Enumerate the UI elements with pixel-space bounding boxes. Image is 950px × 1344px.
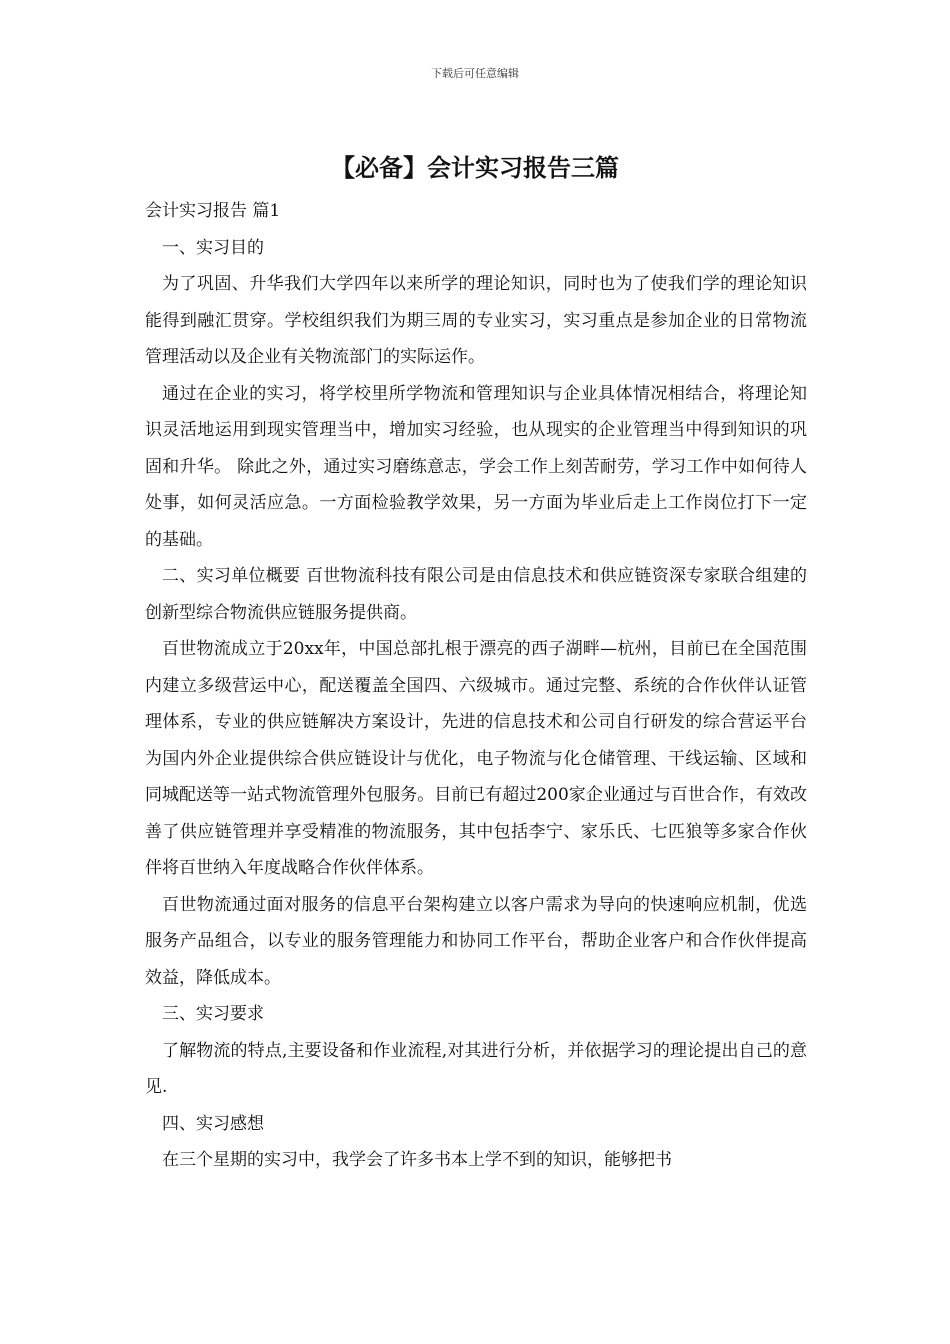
document-title: 【必备】会计实习报告三篇 — [331, 153, 619, 182]
section-heading-requirements: 三、实习要求 — [162, 1004, 264, 1024]
section-heading-company: 二、实习单位概要 百世物流科技有限公司是由信息技术和供应链资深专家联合组建的创新型综合物流供应链服务提供商。 — [145, 566, 807, 623]
section-heading-purpose: 一、实习目的 — [162, 237, 264, 258]
paragraph-requirements: 了解物流的特点,主要设备和作业流程,对其进行分析，并依据学习的理论提出自己的意见. — [145, 1040, 807, 1097]
section-heading-reflections: 四、实习感想 — [162, 1113, 264, 1134]
paragraph-company-service: 百世物流通过面对服务的信息平台架构建立以客户需求为导向的快速响应机制，优选服务产品组合，以专业的服务管理能力和协同工作平台，帮助企业客户和合作伙伴提高效益，降低成本。 — [145, 894, 807, 988]
paragraph-reflections: 在三个星期的实习中，我学会了许多书本上学不到的知识，能够把书 — [162, 1150, 672, 1170]
section-heading-report: 会计实习报告 篇1 — [145, 201, 281, 221]
paragraph-purpose: 为了巩固、升华我们大学四年以来所学的理论知识，同时也为了使我们学的理论知识能得到融汇贯穿。学校组织我们为期三周的专业实习，实习重点是参加企业的日常物流管理活动以及企业有关物流部门的实际运作。 — [145, 274, 807, 367]
document-body — [145, 193, 807, 1179]
header-note: 下载后可任意编辑 — [431, 67, 519, 80]
paragraph-company-history: 百世物流成立于20xx年，中国总部扎根于漂亮的西子湖畔—杭州，目前已在全国范围内建立多级营运中心，配送覆盖全国四、六级城市。通过完整、系统的合作伙伴认证管理体系，专业的供应链解决方案设计，先进的信息技术和公司自行研发的综合营运平台为国内外企业提供综合供应链设计与优化，电子物流与化仓储管理、干线运输、区域和同城配送等一站式物流管理外包服务。目前已有超过200家企业通过与百世合作，有效改善了供应链管理并享受精准的物流服务，其中包括李宁、家乐氏、七匹狼等多家合作伙伴将百世纳入年度战略合作伙伴体系。 — [145, 639, 807, 878]
paragraph-practice: 通过在企业的实习，将学校里所学物流和管理知识与企业具体情况相结合，将理论知识灵活地运用到现实管理当中，增加实习经验，也从现实的企业管理当中得到知识的巩固和升华。 除此之外，通过实习磨练意志，学会工作上刻苦耐劳，学习工作中如何待人处事，如何灵活应急。一方面检验教学效果，另一方面为毕业后走上工作岗位打下一定的基础。 — [145, 383, 807, 550]
